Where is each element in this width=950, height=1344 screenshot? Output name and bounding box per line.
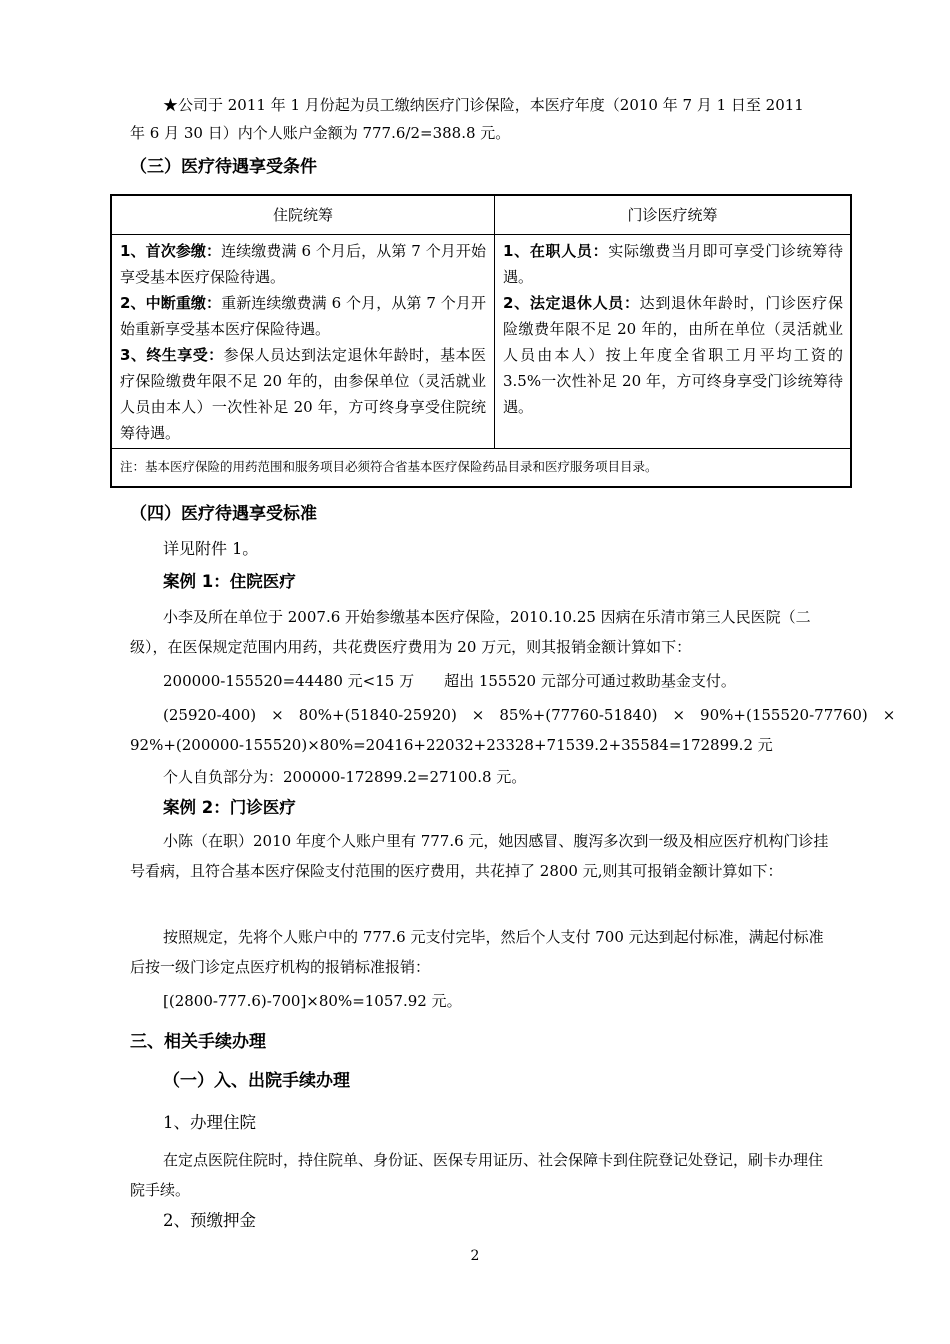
item1-title: 1、办理住院 [163,1113,256,1132]
intro-line-2: 年 6 月 30 日）内个人账户金额为 777.6/2=388.8 元。 [130,124,511,142]
item1-text: 在定点医院住院时，持住院单、身份证、医保专用证历、社会保障卡到住院登记处登记，刷卡办理住院手续。 [130,1151,824,1199]
table-body-row [112,234,850,449]
case1-calc1: 200000-155520=44480 元<15 万 超出 155520 元部分可通过救助基金支付。 [163,672,736,690]
section3-title: （三）医疗待遇享受条件 [130,157,317,177]
col2-item: 1、在职人员：实际缴费当月即可享受门诊统筹待遇。 [503,242,843,286]
item2-title: 2、预缴押金 [163,1211,256,1230]
case1-title: 案例 1：住院医疗 [163,572,296,591]
conditions-table [110,194,852,488]
section4-title: （四）医疗待遇享受标准 [130,504,317,524]
col2-cell [503,238,843,420]
see-attachment: 详见附件 1。 [163,539,259,558]
case2-paragraph: 小陈（在职）2010 年度个人账户里有 777.6 元，她因感冒、腹泻多次到一级及相应医疗机构门诊挂号看病，且符合基本医疗保险支付范围的医疗费用，共花掉了 2800 元,则其可报销金额计算如下： [130,832,829,880]
case1-self-pay: 个人自负部分为：200000-172899.2=27100.8 元。 [163,768,527,786]
intro-line-1: ★公司于 2011 年 1 月份起为员工缴纳医疗门诊保险，本医疗年度（2010 年 7 月 1 日至 2011 [163,96,804,114]
table-header-row [112,196,850,235]
col1-header: 住院统筹 [272,206,333,224]
case1-calc2-line1: (25920-400) × 80%+(51840-25920) × 85%+(77760-51840) × 90%+(155520-77760) × [163,706,896,724]
table-note-row [112,448,850,486]
col1-cell [120,238,486,446]
case2-rule: 按照规定，先将个人账户中的 777.6 元支付完毕，然后个人支付 700 元达到起付标准，满起付标准后按一级门诊定点医疗机构的报销标准报销： [130,928,824,976]
chapter3-title: 三、相关手续办理 [130,1032,266,1052]
sub1-title: （一）入、出院手续办理 [163,1071,350,1091]
case1-calc2-line2: 92%+(200000-155520)×80%=20416+22032+23328+71539.2+35584=172899.2 元 [130,736,773,754]
col1-item: 2、中断重缴：重新连续缴费满 6 个月，从第 7 个月开始重新享受基本医疗保险待遇。 [120,294,486,338]
col1-item: 1、首次参缴：连续缴费满 6 个月后，从第 7 个月开始享受基本医疗保险待遇。 [120,242,486,286]
page-number: 2 [470,1248,480,1264]
case1-paragraph: 小李及所在单位于 2007.6 开始参缴基本医疗保险，2010.10.25 因病在乐清市第三人民医院（二级），在医保规定范围内用药，共花费医疗费用为 20 万元，则其报销金额计算如下： [130,608,811,656]
table-note: 注：基本医疗保险的用药范围和服务项目必须符合省基本医疗保险药品目录和医疗服务项目目录。 [120,459,658,474]
case2-title: 案例 2：门诊医疗 [163,798,296,817]
col2-item: 2、法定退休人员：达到退休年龄时，门诊医疗保险缴费年限不足 20 年的，由所在单位（灵活就业人员由本人）按上年度全省职工月平均工资的 3.5%一次性补足 20 年，方可终身享受门诊统筹待遇。 [503,294,843,416]
col2-header: 门诊医疗统筹 [627,206,718,224]
col1-item: 3、终生享受：参保人员达到法定退休年龄时，基本医疗保险缴费年限不足 20 年的，由参保单位（灵活就业人员由本人）一次性补足 20 年，方可终身享受住院统筹待遇。 [120,346,486,442]
case2-calc: [(2800-777.6)-700]×80%=1057.92 元。 [163,992,462,1010]
